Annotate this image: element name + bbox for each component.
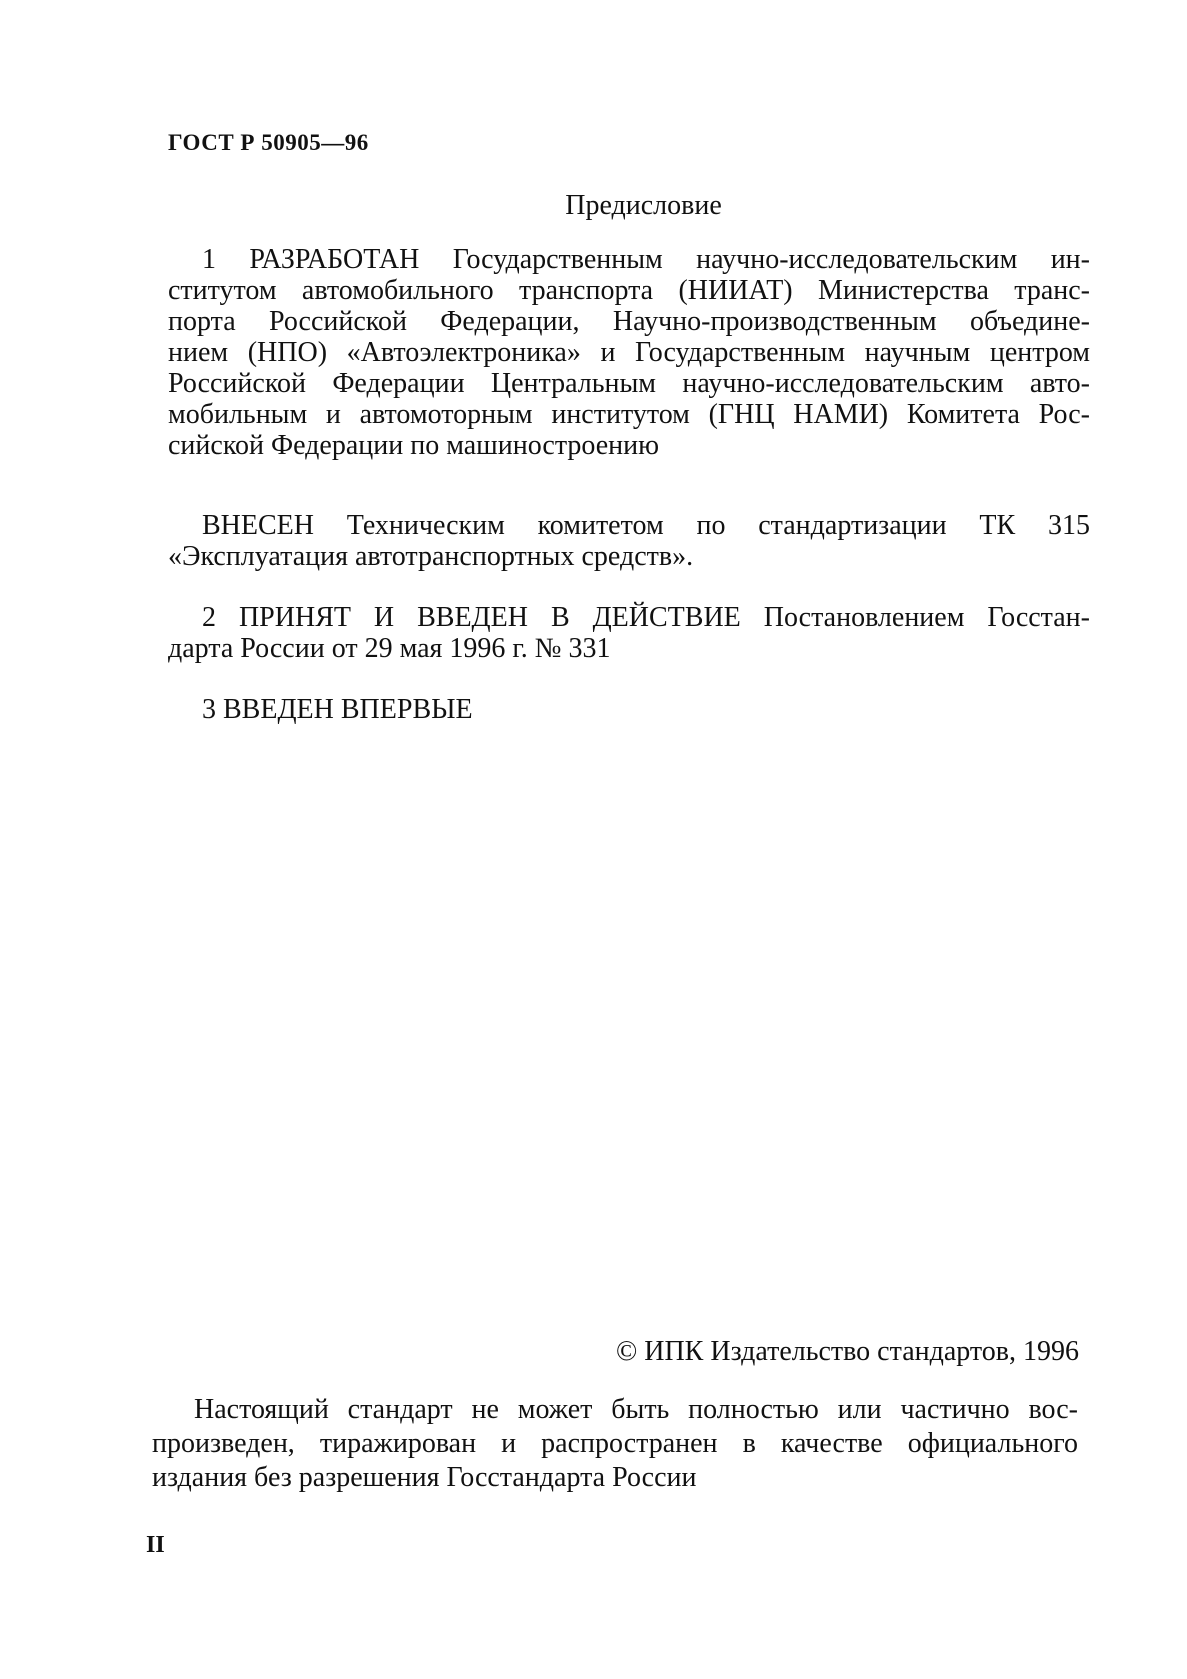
item-1-line: 1 РАЗРАБОТАН Государственным научно-исследовательским ин- <box>202 244 1090 275</box>
item-1-line: сийской Федерации по машиностроению <box>168 430 660 461</box>
item-1-line: ститутом автомобильного транспорта (НИИАТ) Министерства транс- <box>168 275 1090 306</box>
introduced-line: ВНЕСЕН Техническим комитетом по стандартизации ТК 315 <box>202 510 1090 541</box>
introduced-paragraph <box>168 510 1090 572</box>
item-1-line: нием (НПО) «Автоэлектроника» и Государственным научным центром <box>168 337 1090 368</box>
document-code: ГОСТ Р 50905—96 <box>168 130 369 155</box>
copyright-notice: © ИПК Издательство стандартов, 1996 <box>615 1336 1079 1367</box>
item-1-line: Российской Федерации Центральным научно-исследовательским авто- <box>168 368 1090 399</box>
item-1-line: мобильным и автомоторным институтом (ГНЦ НАМИ) Комитета Рос- <box>168 399 1090 430</box>
notice-line: произведен, тиражирован и распространен в качестве официального <box>152 1428 1078 1459</box>
item-2-line: 2 ПРИНЯТ И ВВЕДЕН В ДЕЙСТВИЕ Постановлением Госстан- <box>202 602 1090 633</box>
page-title: Предисловие <box>565 190 722 221</box>
item-1-line: порта Российской Федерации, Научно-производственным объедине- <box>168 306 1090 337</box>
notice-line: Настоящий стандарт не может быть полностью или частично вос- <box>194 1394 1078 1425</box>
reproduction-notice <box>152 1393 1078 1495</box>
item-2-paragraph <box>168 602 1090 664</box>
item-1-paragraph <box>168 244 1090 461</box>
notice-line: издания без разрешения Госстандарта России <box>152 1462 697 1493</box>
item-3-line: 3 ВВЕДЕН ВПЕРВЫЕ <box>202 694 473 725</box>
item-2-line: дарта России от 29 мая 1996 г. № 331 <box>168 633 611 664</box>
page-number: II <box>146 1532 165 1558</box>
introduced-line: «Эксплуатация автотранспортных средств». <box>168 541 694 572</box>
